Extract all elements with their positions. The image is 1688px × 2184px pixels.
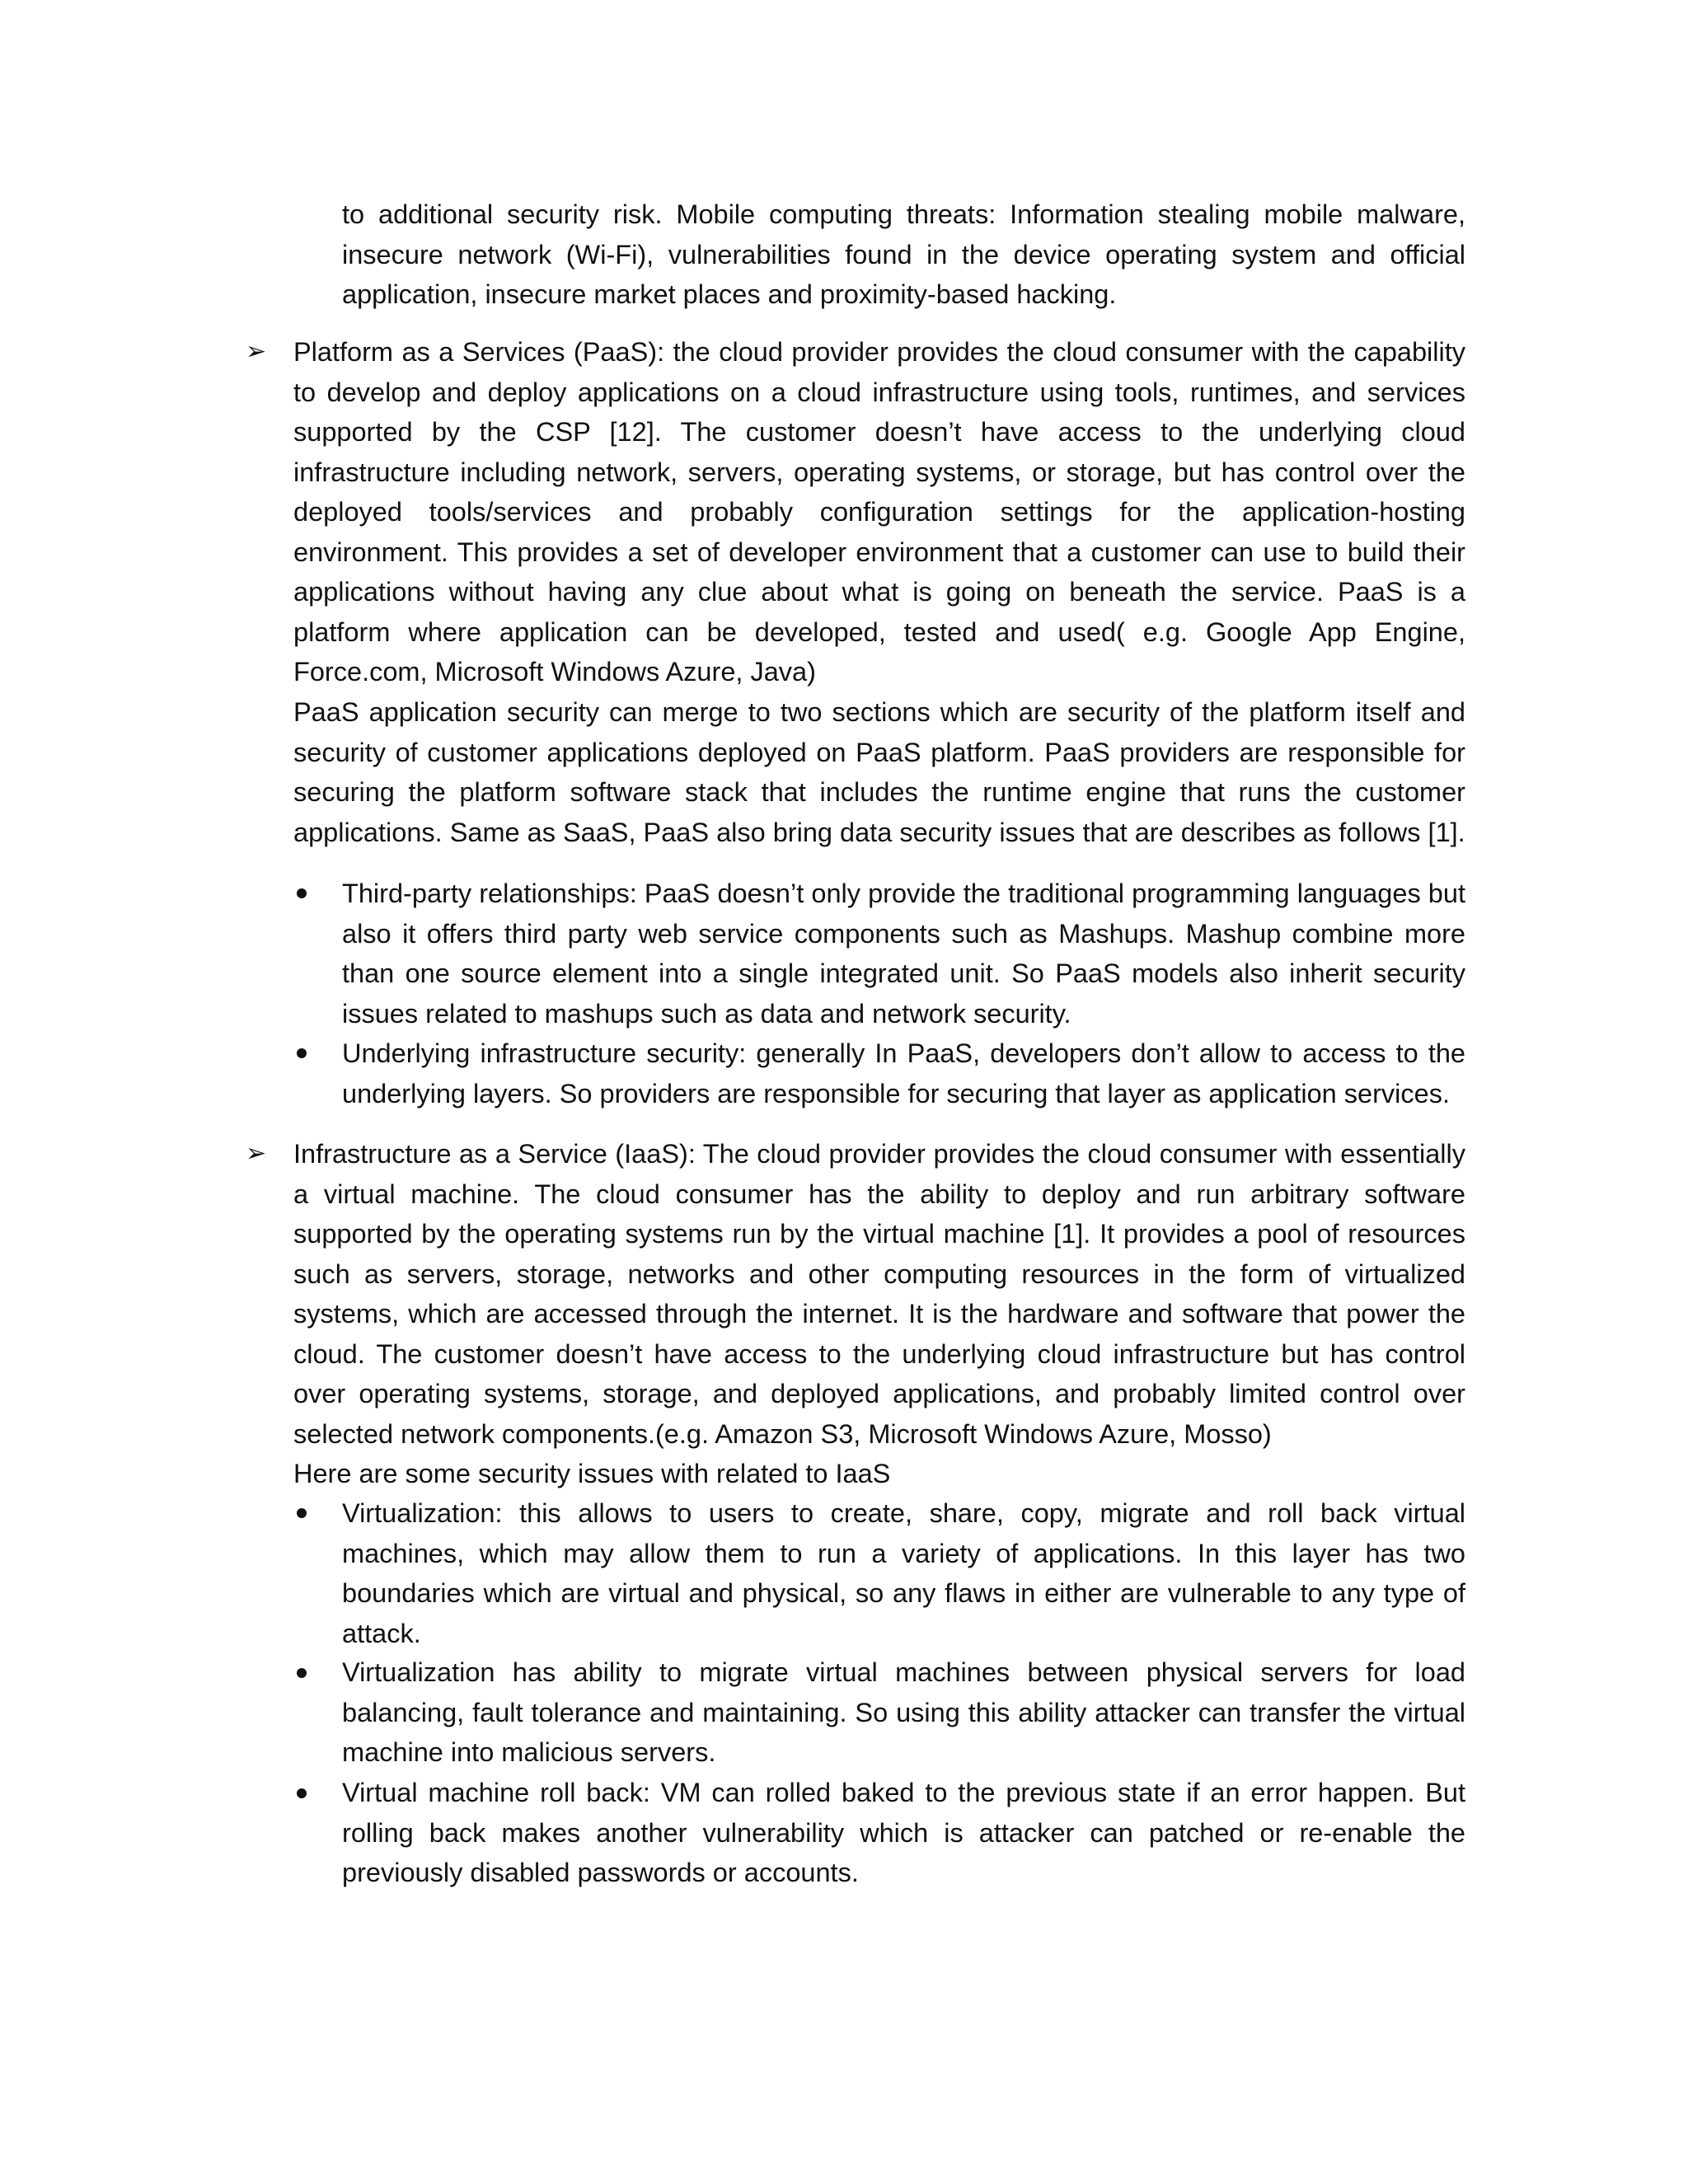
iaas-bullet-item: Virtualization: this allows to users to create, share, copy, migrate and roll back virtual machines, which may allow them to run a variety of applications. In this layer has two boundaries which are virtual and physical, so any flaws in either are vulnerable to any type of attack. bbox=[342, 1498, 1465, 1648]
iaas-bullet-item: Virtual machine roll back: VM can rolled baked to the previous state if an error happen. But rolling back makes another vulnerability which is attacker can patched or re-enable the previously disabled passwords or accounts. bbox=[342, 1778, 1465, 1887]
arrow-bullet-icon: ➢ bbox=[246, 338, 267, 365]
bullet-dot-icon bbox=[297, 1048, 307, 1058]
iaas-bullet-item: Virtualization has ability to migrate virtual machines between physical servers for load balancing, fault tolerance and maintaining. So using this ability attacker can transfer the virtual machine into malicious servers. bbox=[342, 1657, 1465, 1767]
bullet-dot-icon bbox=[297, 1508, 307, 1518]
paas-bullet-item: Underlying infrastructure security: generally In PaaS, developers don’t allow to access to the underlying layers. So providers are responsible for securing that layer as application services. bbox=[342, 1038, 1465, 1108]
paas-paragraph: Platform as a Services (PaaS): the cloud provider provides the cloud consumer with the capability to develop and deploy applications on a cloud infrastructure using tools, runtimes, and services supported by the CSP [12]. The customer doesn’t have access to the underlying cloud infrastructure including network, servers, operating systems, or storage, but has control over the deployed tools/services and probably configuration settings for the application-hosting environment. This provides a set of developer environment that a customer can use to build their applications without having any clue about what is going on beneath the service. PaaS is a platform where application can be developed, tested and used( e.g. Google App Engine, Force.com, Microsoft Windows Azure, Java) bbox=[293, 337, 1465, 687]
bullet-dot-icon bbox=[297, 888, 307, 898]
continuation-paragraph: to additional security risk. Mobile computing threats: Information stealing mobile malware, insecure network (Wi-Fi), vulnerabilities found in the device operating system and official application, insecure market places and proximity-based hacking. bbox=[342, 199, 1465, 309]
arrow-bullet-icon: ➢ bbox=[246, 1140, 267, 1167]
paas-bullet-item: Third-party relationships: PaaS doesn’t only provide the traditional programming languages but also it offers third party web service components such as Mashups. Mashup combine more than one source element into a single integrated unit. So PaaS models also inherit security issues related to mashups such as data and network security. bbox=[342, 879, 1465, 1029]
bullet-dot-icon bbox=[297, 1668, 307, 1678]
bullet-dot-icon bbox=[297, 1788, 307, 1798]
iaas-intro-text: Here are some security issues with related to IaaS bbox=[293, 1459, 891, 1488]
paas-security-paragraph: PaaS application security can merge to two sections which are security of the platform itself and security of customer applications deployed on PaaS platform. PaaS providers are responsible for securing the platform software stack that includes the runtime engine that runs the customer applications. Same as SaaS, PaaS also bring data security issues that are describes as follows [1]. bbox=[293, 697, 1465, 847]
iaas-paragraph: Infrastructure as a Service (IaaS): The cloud provider provides the cloud consumer with essentially a virtual machine. The cloud consumer has the ability to deploy and run arbitrary software supported by the operating systems run by the virtual machine [1]. It provides a pool of resources such as servers, storage, networks and other computing resources in the form of virtualized systems, which are accessed through the internet. It is the hardware and software that power the cloud. The customer doesn’t have access to the underlying cloud infrastructure but has control over operating systems, storage, and deployed applications, and probably limited control over selected network components.(e.g. Amazon S3, Microsoft Windows Azure, Mosso) bbox=[293, 1139, 1465, 1449]
